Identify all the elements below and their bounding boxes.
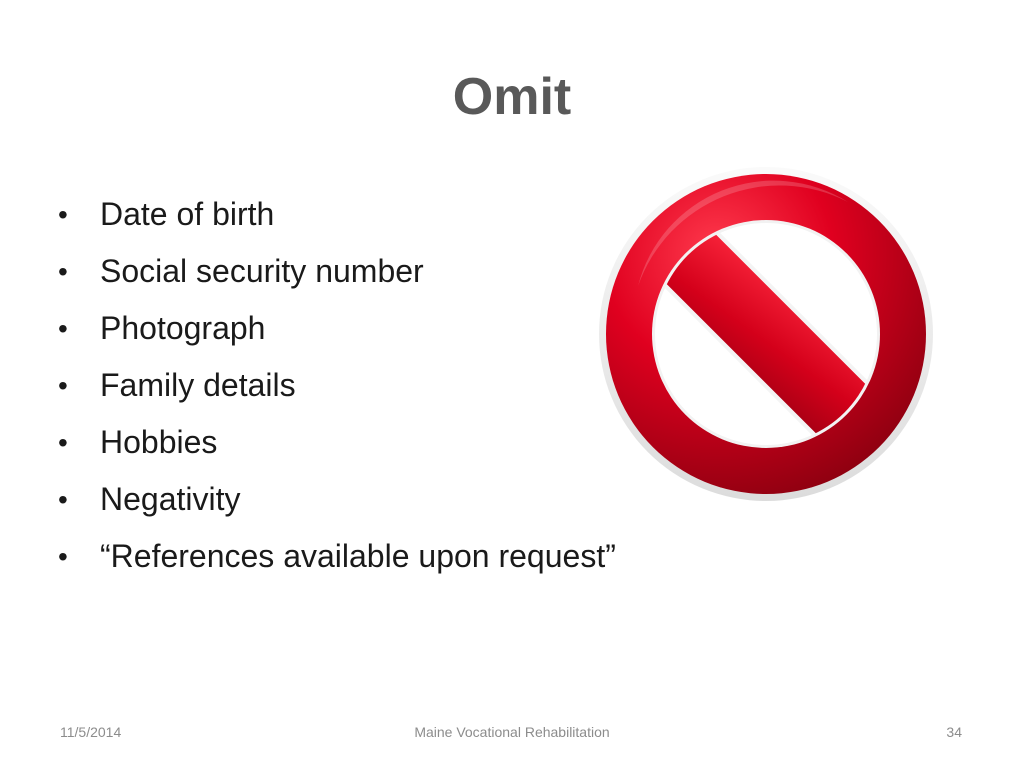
bullet-item <box>58 300 616 357</box>
bullet-item <box>58 471 616 528</box>
bullet-glyph: • <box>58 369 68 401</box>
bullet-text: Family details <box>100 367 296 403</box>
bullet-item <box>58 357 616 414</box>
bullet-text: Negativity <box>100 481 241 517</box>
footer-organization: Maine Vocational Rehabilitation <box>414 724 610 740</box>
bullet-glyph: • <box>58 255 68 287</box>
prohibition-sign-icon <box>598 166 934 502</box>
bullet-item <box>58 243 616 300</box>
bullet-item <box>58 186 616 243</box>
footer-page-number: 34 <box>946 724 962 740</box>
bullet-glyph: • <box>58 426 68 458</box>
footer-date: 11/5/2014 <box>60 724 122 740</box>
bullet-glyph: • <box>58 312 68 344</box>
bullet-glyph: • <box>58 540 68 572</box>
bullet-text: Photograph <box>100 310 266 346</box>
bullet-text: “References available upon request” <box>100 538 616 574</box>
bullet-glyph: • <box>58 198 68 230</box>
bullet-text: Social security number <box>100 253 424 289</box>
bullet-text: Date of birth <box>100 196 275 232</box>
bullet-item <box>58 528 616 585</box>
bullet-glyph: • <box>58 483 68 515</box>
bullet-text: Hobbies <box>100 424 218 460</box>
bullet-list <box>58 186 616 585</box>
bullet-item <box>58 414 616 471</box>
slide-title: Omit <box>452 68 572 126</box>
